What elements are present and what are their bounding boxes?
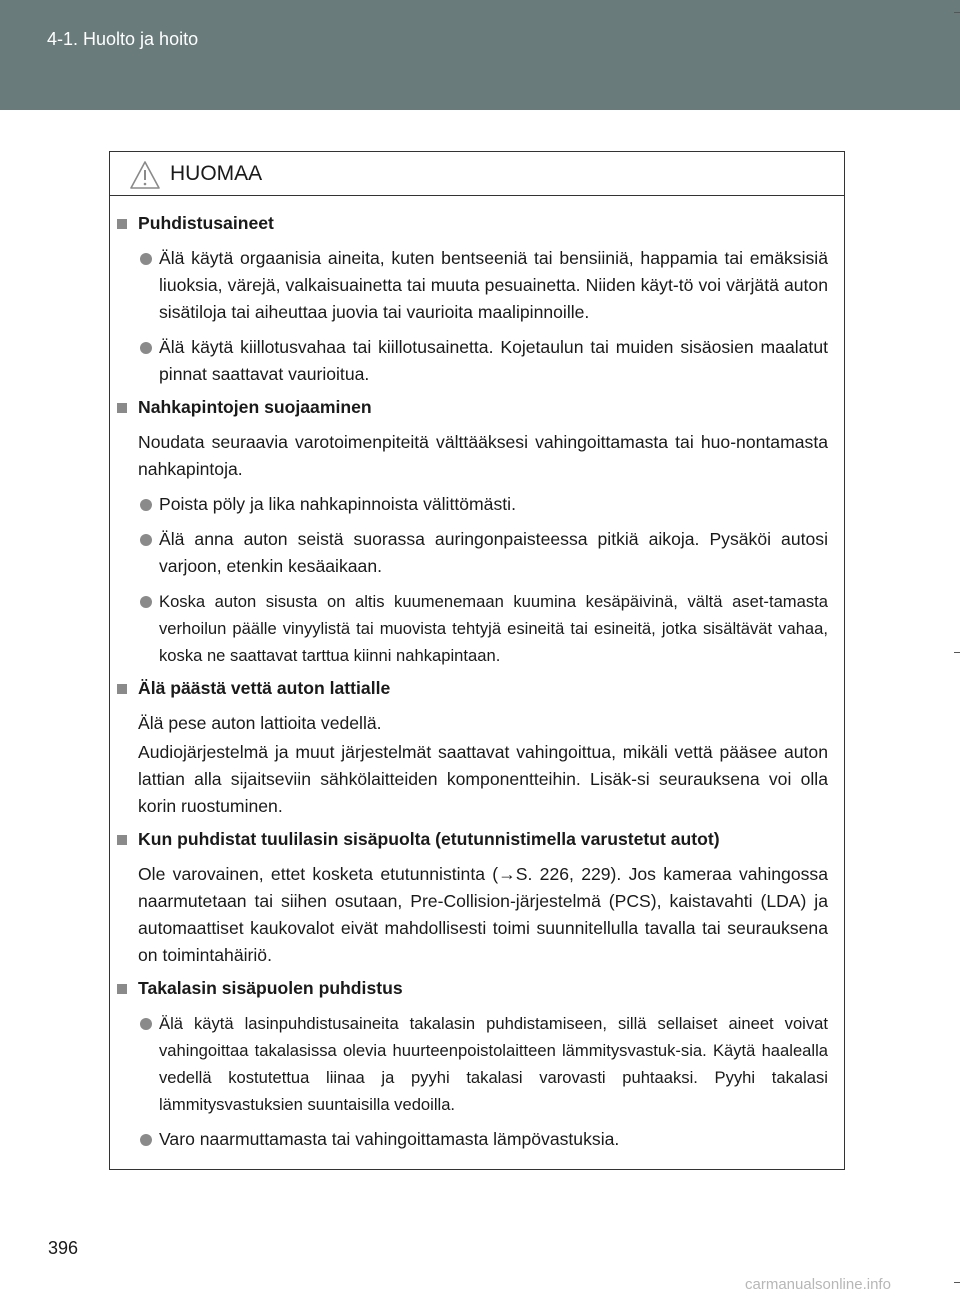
- square-bullet-icon: [117, 219, 127, 229]
- section-heading: Nahkapintojen suojaaminen: [116, 394, 828, 421]
- square-bullet-icon: [117, 835, 127, 845]
- round-bullet-icon: [140, 499, 152, 511]
- section-heading: Älä päästä vettä auton lattialle: [116, 675, 828, 702]
- paragraph: Ole varovainen, ettet kosketa etutunnistinta (→S. 226, 229). Jos kameraa vahingossa naarmutetaan tai siihen osutaan, Pre-Collision-järjestelmä (PCS), kaistavahti (LDA) ja automaattiset kaukovalot eivät mahdollisesti toimi suunnitellulla tavalla tai seurauksena on toimintahäiriö.: [138, 864, 828, 965]
- crop-mark: [954, 1282, 960, 1283]
- paragraph: Älä pese auton lattioita vedellä.: [138, 713, 382, 733]
- bullet-item: Älä käytä lasinpuhdistusaineita takalasin puhdistamiseen, sillä sellaiset aineet voivat vahingoittaa takalasissa olevia huurteenpoistolaitteen lämmitysvastuk-sia. Käytä haalealla vedellä kostutettua liinaa ja pyyhi takalasi varovasti puhtaaksi. Pyyhi takalasi lämmitysvastuksien suuntaisilla vedoilla.: [116, 1010, 828, 1118]
- round-bullet-icon: [140, 596, 152, 608]
- bullet-item: Älä anna auton seistä suorassa auringonpaisteessa pitkiä aikoja. Pysäköi autosi varjoon, etenkin kesäaikaan.: [116, 526, 828, 580]
- crop-mark: [954, 12, 960, 13]
- page-number: 396: [48, 1238, 79, 1258]
- notice-body: [110, 196, 844, 1153]
- round-bullet-icon: [140, 534, 152, 546]
- notice-title: HUOMAA: [170, 162, 263, 185]
- paragraph: Audiojärjestelmä ja muut järjestelmät saattavat vahingoittua, mikäli vettä pääsee auton lattian alla sijaitseviin sähkölaitteiden komponentteihin. Lisäk-si seurauksena voi olla korin ruostuminen.: [138, 742, 828, 816]
- section-heading: Kun puhdistat tuulilasin sisäpuolta (etutunnistimella varustetut autot): [116, 826, 828, 853]
- crop-mark: [954, 652, 960, 653]
- bullet-item: Varo naarmuttamasta tai vahingoittamasta lämpövastuksia.: [116, 1126, 828, 1153]
- section-heading: Puhdistusaineet: [116, 210, 828, 237]
- bullet-item: Poista pöly ja lika nahkapinnoista välittömästi.: [116, 491, 828, 518]
- round-bullet-icon: [140, 1018, 152, 1030]
- section-title: 4-1. Huolto ja hoito: [47, 29, 199, 49]
- round-bullet-icon: [140, 253, 152, 265]
- paragraph: Noudata seuraavia varotoimenpiteitä välttääksesi vahingoittamasta tai huo-nontamasta nahkapintoja.: [138, 432, 828, 479]
- bullet-item: Älä käytä orgaanisia aineita, kuten bentseeniä tai bensiiniä, happamia tai emäksisiä liuoksia, värejä, valkaisuainetta tai muuta pesuainetta. Niiden käyt-tö voi värjätä auton sisätiloja tai aiheuttaa juovia tai vaurioita maalipinnoille.: [116, 245, 828, 326]
- notice-box: [109, 151, 845, 1170]
- watermark: carmanualsonline.info: [745, 1276, 891, 1293]
- page-header: [0, 0, 960, 110]
- square-bullet-icon: [117, 984, 127, 994]
- round-bullet-icon: [140, 1134, 152, 1146]
- square-bullet-icon: [117, 684, 127, 694]
- section-heading: Takalasin sisäpuolen puhdistus: [116, 975, 828, 1002]
- square-bullet-icon: [117, 403, 127, 413]
- warning-triangle-icon: [129, 160, 161, 190]
- notice-header: [110, 152, 844, 196]
- bullet-item: Koska auton sisusta on altis kuumenemaan kuumina kesäpäivinä, vältä aset-tamasta verhoilun päälle vinyylistä tai muovista tehtyjä esineitä tai esineitä, jotka sisältävät vahaa, koska ne saattavat tarttua kiinni nahkapintaan.: [116, 588, 828, 669]
- bullet-item: Älä käytä kiillotusvahaa tai kiillotusainetta. Kojetaulun tai muiden sisäosien maalatut pinnat saattavat vaurioitua.: [116, 334, 828, 388]
- round-bullet-icon: [140, 342, 152, 354]
